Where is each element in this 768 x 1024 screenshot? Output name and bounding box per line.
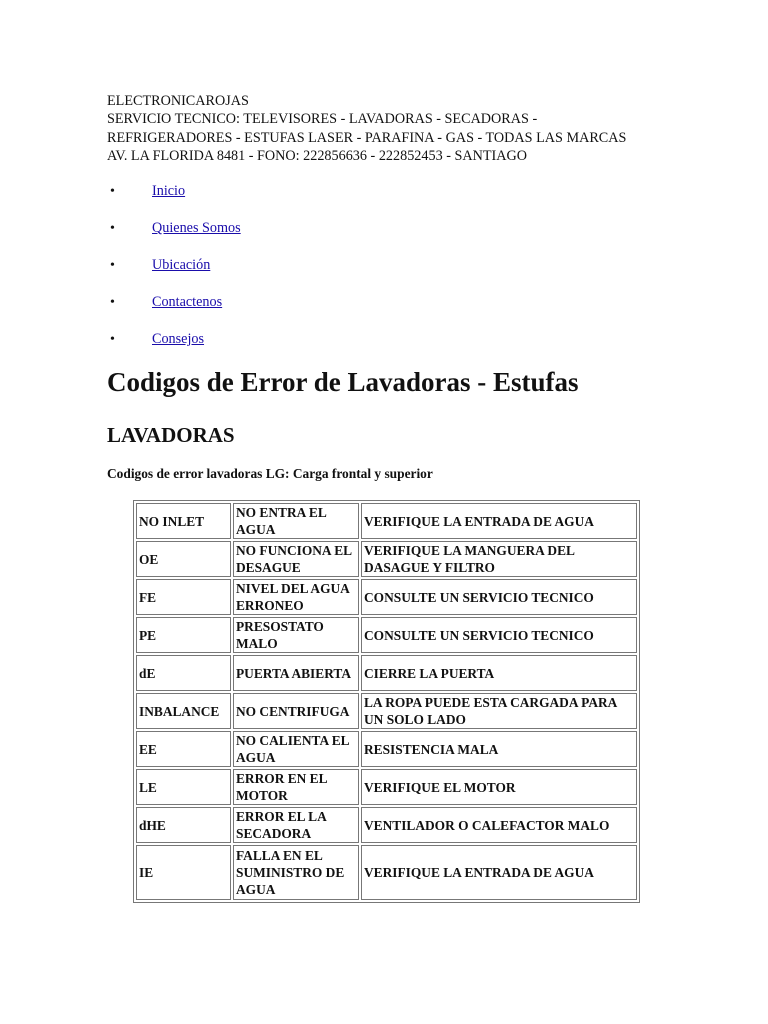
table-row — [136, 503, 637, 539]
error-code-cell: EE — [136, 731, 231, 767]
problem-cell: NO ENTRA EL AGUA — [233, 503, 359, 539]
error-code-cell: LE — [136, 769, 231, 805]
table-row — [136, 807, 637, 843]
page-content — [107, 92, 707, 897]
nav-link-ubicacion[interactable]: Ubicación — [152, 257, 211, 273]
solution-cell: CIERRE LA PUERTA — [361, 655, 637, 691]
page-title: Codigos de Error de Lavadoras - Estufas — [107, 367, 579, 397]
table-row — [136, 693, 637, 729]
error-codes-table — [133, 500, 640, 903]
problem-cell: NO CALIENTA EL AGUA — [233, 731, 359, 767]
nav-link-quienes-somos[interactable]: Quienes Somos — [152, 220, 241, 236]
section-heading: LAVADORAS — [107, 423, 235, 447]
problem-cell: PUERTA ABIERTA — [233, 655, 359, 691]
header-line-brands: REFRIGERADORES - ESTUFAS LASER - PARAFINA - GAS - TODAS LAS MARCAS — [107, 129, 627, 146]
problem-cell: NIVEL DEL AGUA ERRONEO — [233, 579, 359, 615]
error-code-cell: INBALANCE — [136, 693, 231, 729]
table-row — [136, 845, 637, 900]
nav-link-consejos[interactable]: Consejos — [152, 331, 205, 347]
error-code-cell: dE — [136, 655, 231, 691]
error-code-cell: IE — [136, 845, 231, 900]
error-code-cell: NO INLET — [136, 503, 231, 539]
nav-link-inicio[interactable]: Inicio — [152, 183, 186, 199]
site-header — [107, 92, 707, 165]
bullet-icon: • — [110, 221, 115, 236]
error-code-cell: PE — [136, 617, 231, 653]
bullet-icon: • — [110, 184, 115, 199]
table-row — [136, 579, 637, 615]
bullet-icon: • — [110, 295, 115, 310]
error-code-cell: FE — [136, 579, 231, 615]
solution-cell: VENTILADOR O CALEFACTOR MALO — [361, 807, 637, 843]
table-row — [136, 769, 637, 805]
error-code-cell: OE — [136, 541, 231, 577]
problem-cell: NO FUNCIONA EL DESAGUE — [233, 541, 359, 577]
bullet-icon: • — [110, 258, 115, 273]
solution-cell: VERIFIQUE LA ENTRADA DE AGUA — [361, 503, 637, 539]
table-caption: Codigos de error lavadoras LG: Carga frontal y superior — [107, 466, 433, 481]
bullet-icon: • — [110, 332, 115, 347]
problem-cell: NO CENTRIFUGA — [233, 693, 359, 729]
problem-cell: PRESOSTATO MALO — [233, 617, 359, 653]
table-row — [136, 617, 637, 653]
problem-cell: FALLA EN EL SUMINISTRO DE AGUA — [233, 845, 359, 900]
table-row — [136, 541, 637, 577]
solution-cell: VERIFIQUE LA ENTRADA DE AGUA — [361, 845, 637, 900]
solution-cell: CONSULTE UN SERVICIO TECNICO — [361, 617, 637, 653]
table-row — [136, 655, 637, 691]
table-row — [136, 731, 637, 767]
problem-cell: ERROR EN EL MOTOR — [233, 769, 359, 805]
header-line-contact: AV. LA FLORIDA 8481 - FONO: 222856636 - 222852453 - SANTIAGO — [107, 147, 527, 164]
solution-cell: RESISTENCIA MALA — [361, 731, 637, 767]
nav-link-contactenos[interactable]: Contactenos — [152, 294, 223, 310]
header-line-services: SERVICIO TECNICO: TELEVISORES - LAVADORAS - SECADORAS - — [107, 111, 538, 128]
problem-cell: ERROR EL LA SECADORA — [233, 807, 359, 843]
solution-cell: VERIFIQUE EL MOTOR — [361, 769, 637, 805]
error-code-cell: dHE — [136, 807, 231, 843]
site-name: ELECTRONICAROJAS — [107, 93, 249, 109]
solution-cell: VERIFIQUE LA MANGUERA DEL DASAGUE Y FILTRO — [361, 541, 637, 577]
solution-cell: CONSULTE UN SERVICIO TECNICO — [361, 579, 637, 615]
solution-cell: LA ROPA PUEDE ESTA CARGADA PARA UN SOLO LADO — [361, 693, 637, 729]
